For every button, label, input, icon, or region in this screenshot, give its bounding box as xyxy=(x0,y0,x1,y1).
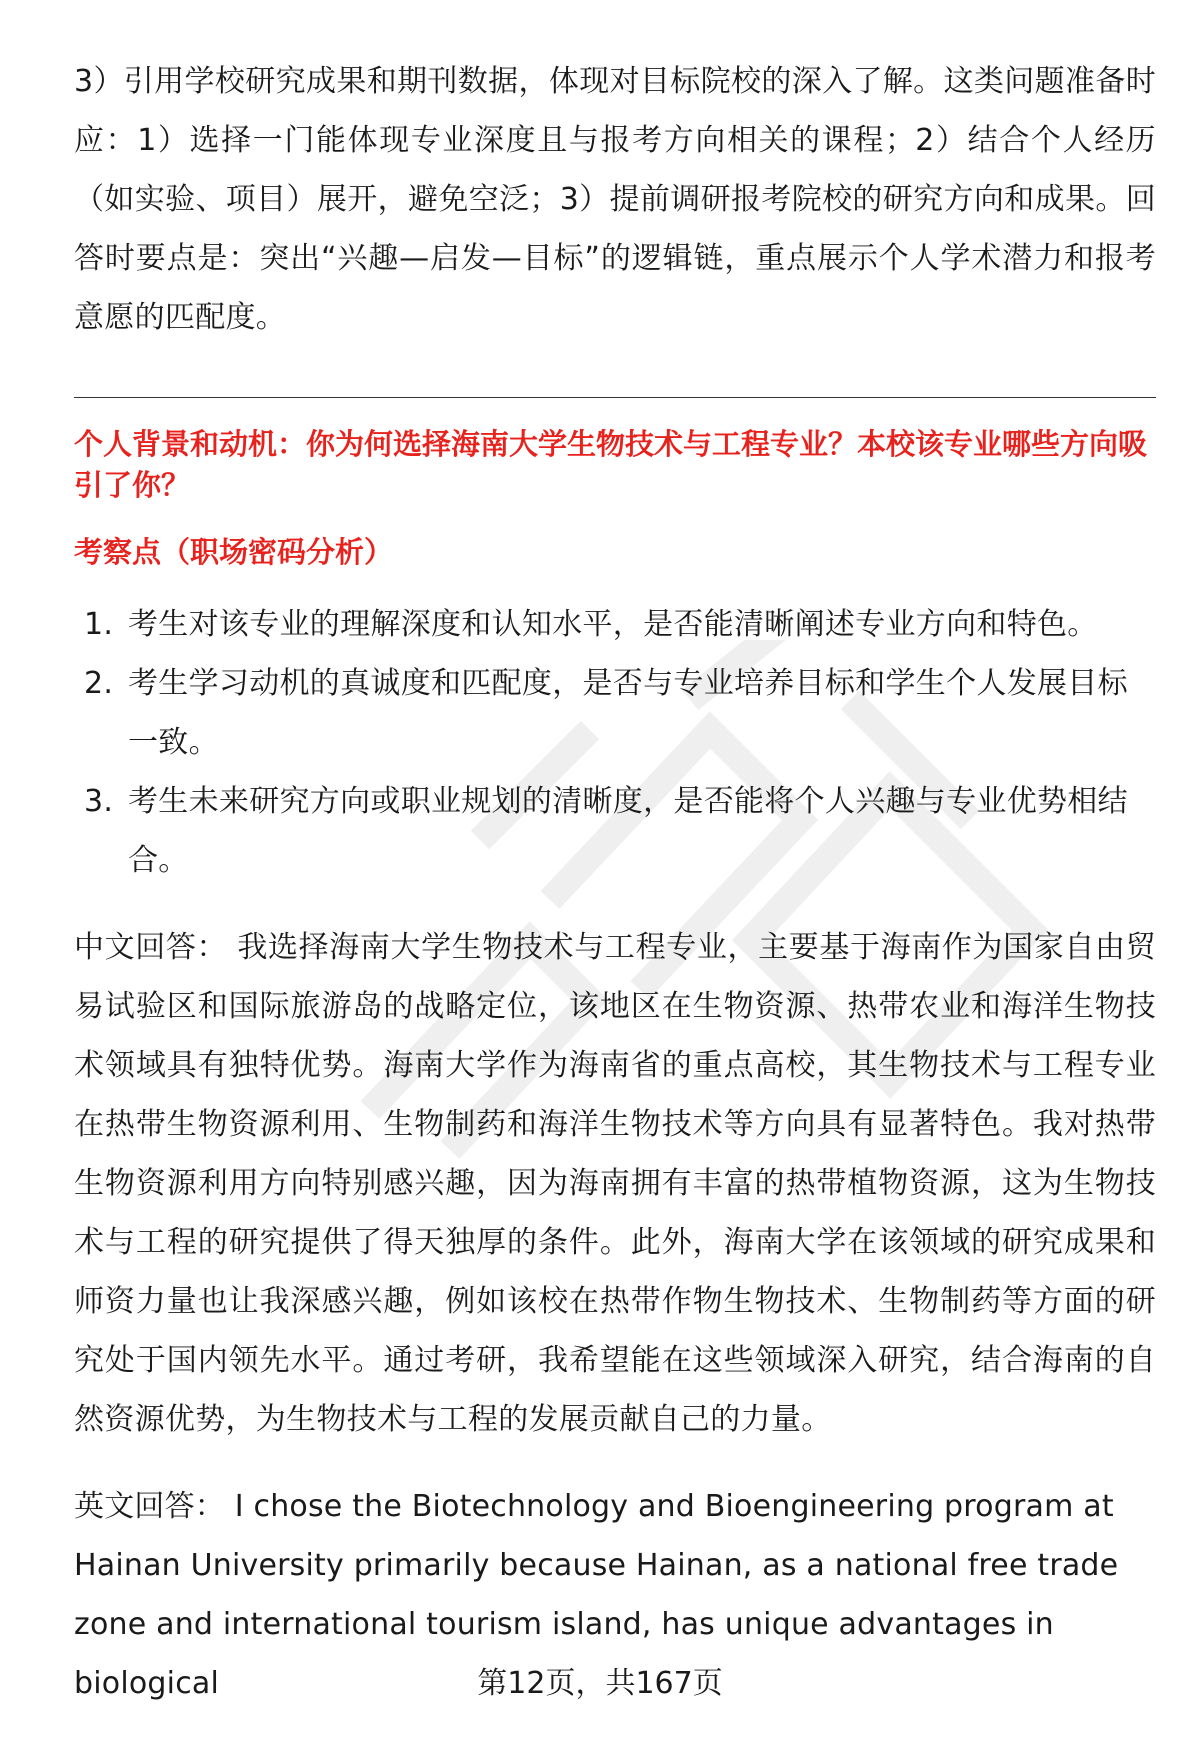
question-heading: 个人背景和动机：你为何选择海南大学生物技术与工程专业？本校该专业哪些方向吸引了你？ xyxy=(74,427,1148,502)
chinese-answer-paragraph: 中文回答： 我选择海南大学生物技术与工程专业，主要基于海南作为国家自由贸易试验区和国际旅游岛的战略定位，该地区在生物资源、热带农业和海洋生物技术领域具有独特优势。海南大学作为海南省的重点高校，其生物技术与工程专业在热带生物资源利用、生物制药和海洋生物技术等方向具有显著特色。我对热带生物资源利用方向特别感兴趣，因为海南拥有丰富的热带植物资源，这为生物技术与工程的研究提供了得天独厚的条件。此外，海南大学在该领域的研究成果和师资力量也让我深感兴趣，例如该校在热带作物生物技术、生物制药等方面的研究处于国内领先水平。通过考研，我希望能在这些领域深入研究，结合海南的自然资源优势，为生物技术与工程的发展贡献自己的力量。 xyxy=(74,930,1156,1437)
assessment-points-list xyxy=(74,595,1156,890)
list-item xyxy=(74,595,1156,654)
list-item-text: 考生对该专业的理解深度和认知水平，是否能清晰阐述专业方向和特色。 xyxy=(128,607,1098,642)
assessment-subheading: 考察点（职场密码分析） xyxy=(74,535,394,569)
list-item-text: 考生学习动机的真诚度和匹配度，是否与专业培养目标和学生个人发展目标一致。 xyxy=(128,666,1128,760)
intro-paragraph: 3）引用学校研究成果和期刊数据，体现对目标院校的深入了解。这类问题准备时应：1）选择一门能体现专业深度且与报考方向相关的课程；2）结合个人经历（如实验、项目）展开，避免空泛；3）提前调研报考院校的研究方向和成果。回答时要点是：突出“兴趣—启发—目标”的逻辑链，重点展示个人学术潜力和报考意愿的匹配度。 xyxy=(74,64,1156,335)
list-item xyxy=(74,654,1156,772)
list-item-number: 3. xyxy=(84,784,114,819)
list-item-number: 1. xyxy=(84,607,114,642)
page-footer: 第12页，共167页 xyxy=(477,1666,723,1701)
english-answer-paragraph: 英文回答： I chose the Biotechnology and Bioengineering program at Hainan University primarily because Hainan, as a national free trade zone and international tourism island, has unique advantages in biological xyxy=(74,1489,1119,1701)
section-divider xyxy=(74,397,1156,398)
list-item-text: 考生未来研究方向或职业规划的清晰度，是否能将个人兴趣与专业优势相结合。 xyxy=(128,784,1128,878)
list-item xyxy=(74,772,1156,890)
list-item-number: 2. xyxy=(84,666,114,701)
document-page xyxy=(74,52,1156,1713)
